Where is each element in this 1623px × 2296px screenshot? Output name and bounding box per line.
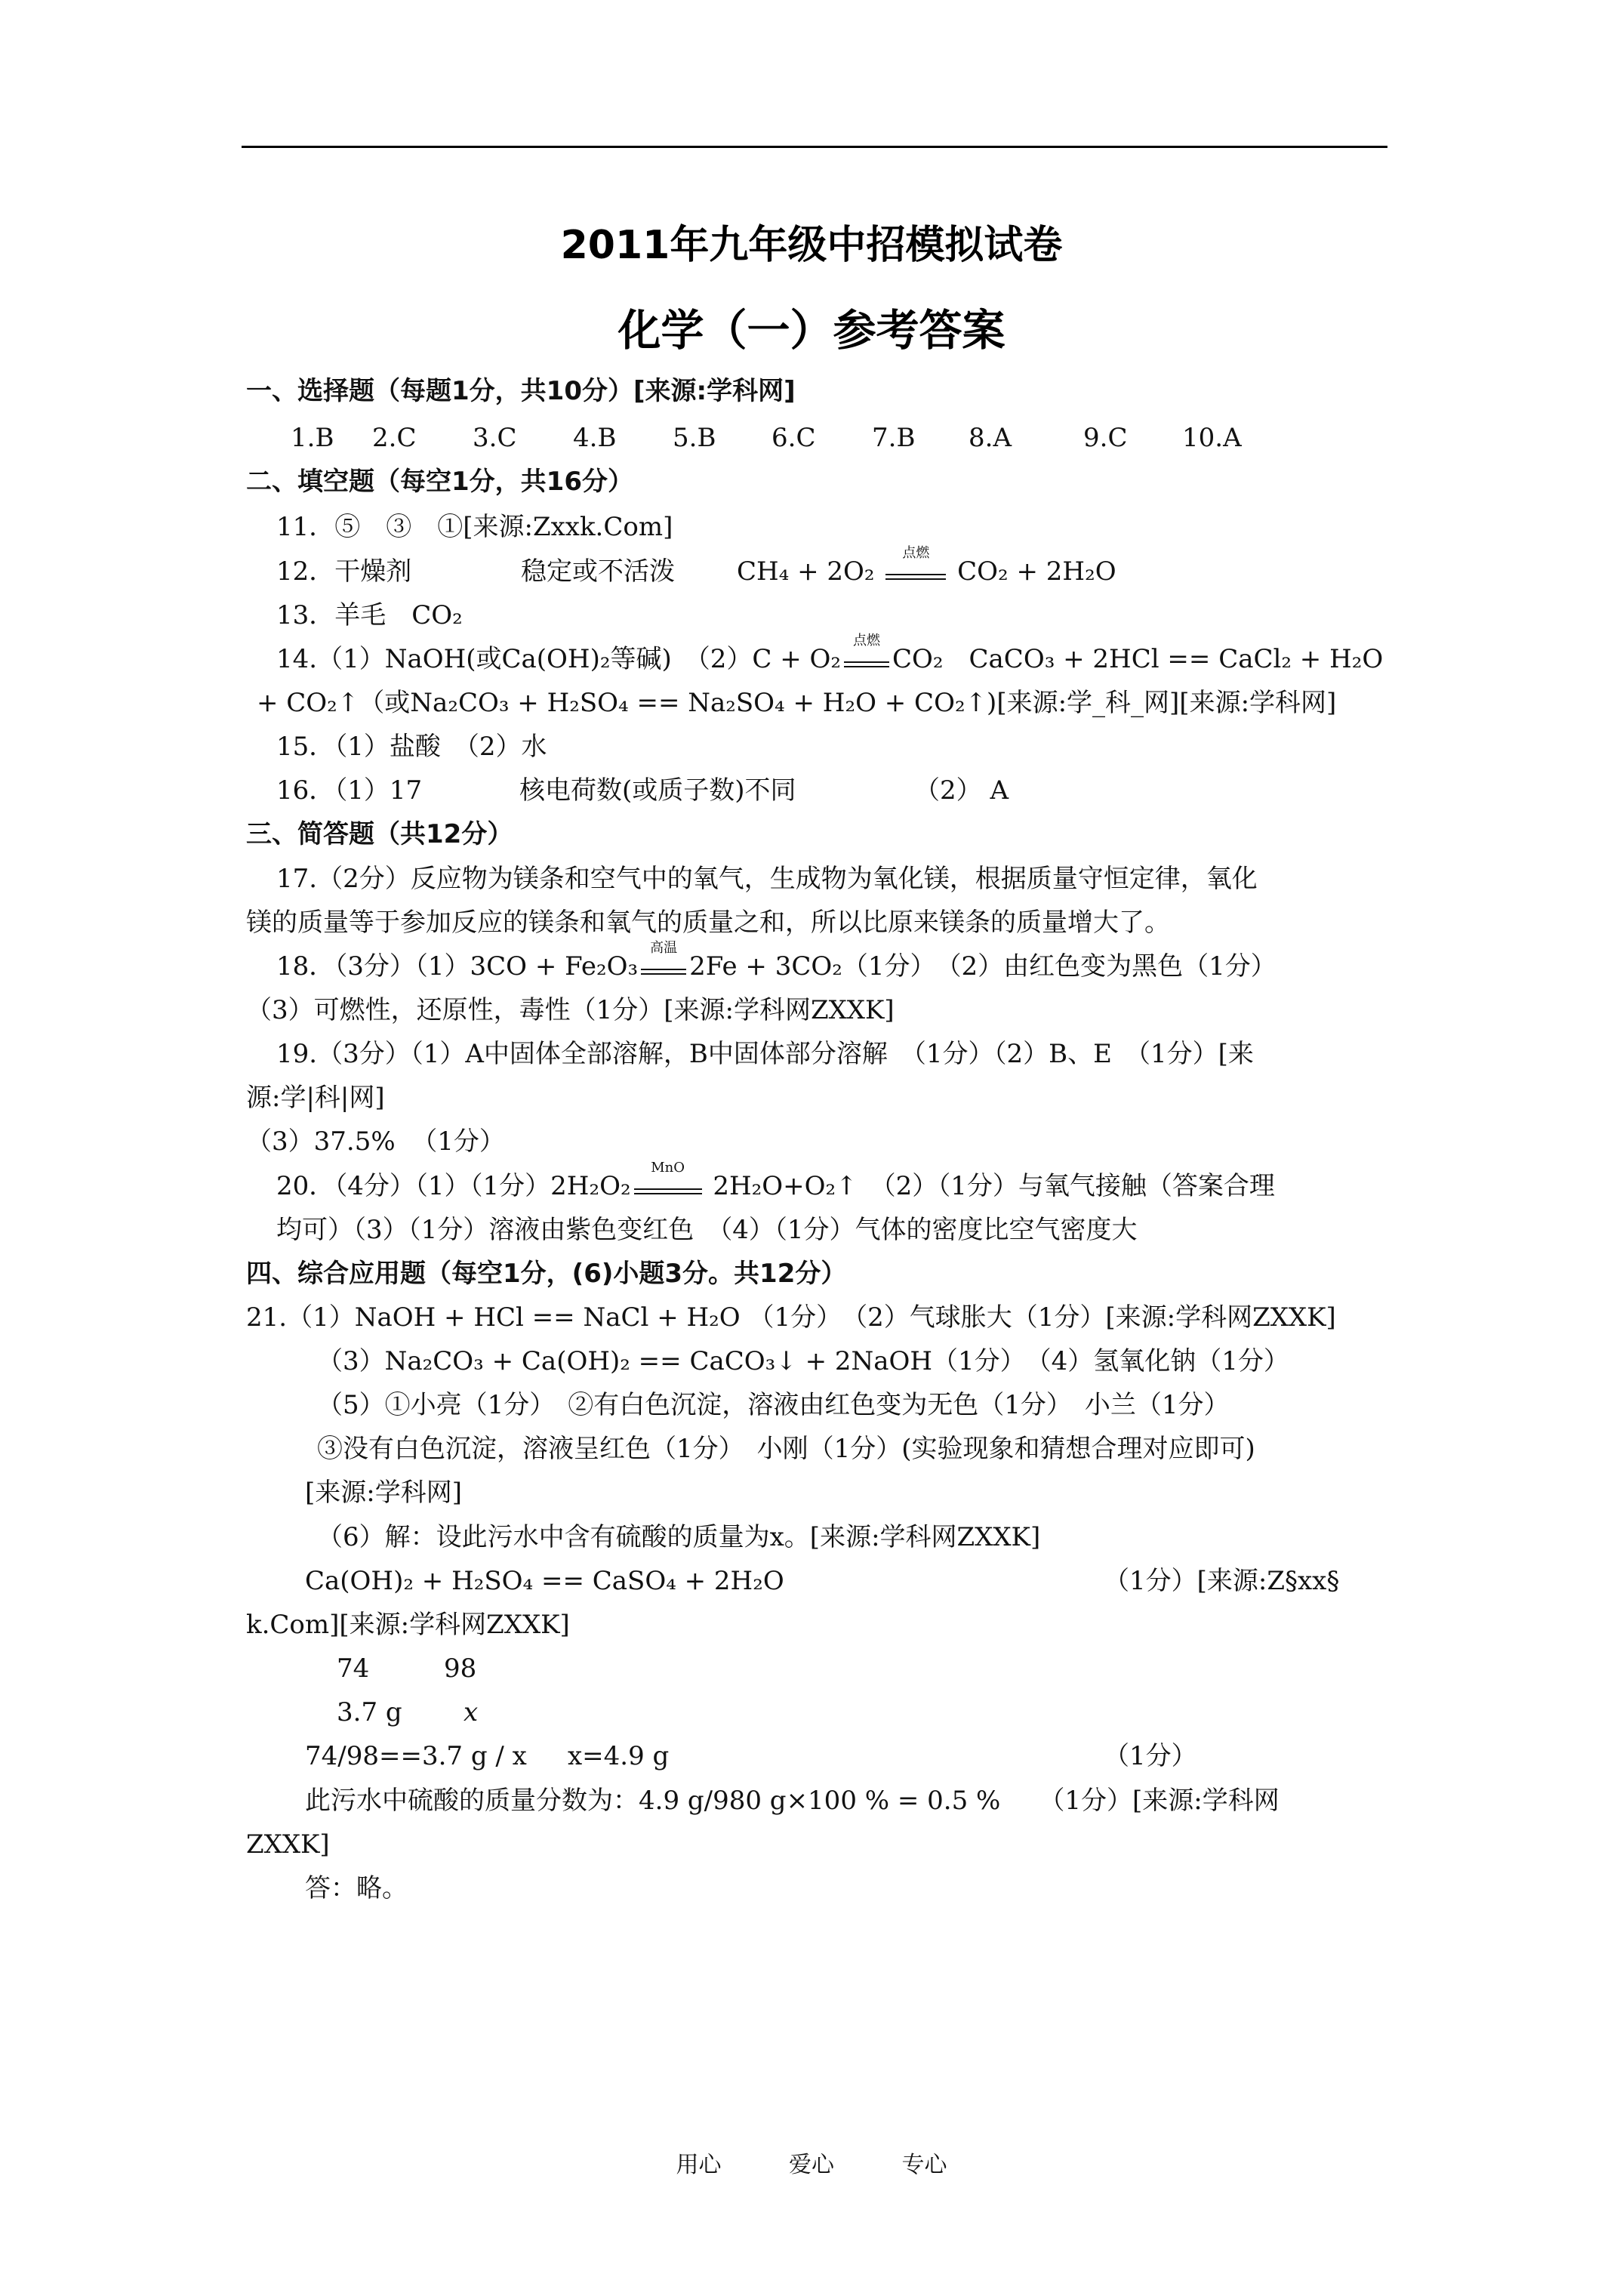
exam-subtitle: 化学（一）参考答案: [617, 306, 1006, 356]
q20-part-a: 20．（4分）（1）（1分）2H₂O₂: [276, 1171, 631, 1201]
section-heading-choice: 一、选择题（每题1分，共10分）[来源:学科网]: [246, 376, 796, 406]
choice-answer: 2.C: [372, 423, 417, 453]
equation-right: CO₂ + 2H₂O: [957, 556, 1116, 587]
page-footer: [0, 2146, 1623, 2179]
answer-q18-line2: （3）可燃性，还原性，毒性（1分）[来源:学科网ZXXK]: [246, 995, 895, 1025]
answer-q11: 11．⑤ ③ ①[来源:Zxxk.Com]: [276, 512, 673, 542]
choice-answer: 6.C: [771, 423, 816, 453]
answer-q21-line6: （6）解：设此污水中含有硫酸的质量为x。[来源:学科网ZXXK]: [317, 1522, 1041, 1552]
reaction-condition: [631, 1160, 705, 1194]
section-heading-short: 三、简答题（共12分）: [246, 819, 513, 849]
q18-part-a: 18．（3分）（1）3CO + Fe₂O₃: [276, 951, 639, 982]
condition-label: 点燃: [853, 633, 880, 649]
answer-q18-line1: [276, 940, 1277, 982]
answer-q14-line2: + CO₂↑（或Na₂CO₃ + H₂SO₄ == Na₂SO₄ + H₂O + CO₂↑)[来源:学_科_网][来源:学科网]: [257, 688, 1337, 718]
mass-caoh2: 3.7 g: [337, 1697, 402, 1727]
choice-answer: 9.C: [1083, 423, 1128, 453]
choice-answer: 5.B: [673, 423, 716, 453]
q14-part-b: CO₂ CaCO₃ + 2HCl == CaCl₂ + H₂O: [892, 644, 1384, 674]
answer-q21-line4: ③没有白色沉淀，溶液呈红色（1分） 小刚（1分）(实验现象和猜想合理对应即可): [317, 1434, 1255, 1464]
answer-q20-line2: 均可）（3）（1分）溶液由紫色变红色 （4）（1分）气体的密度比空气密度大: [276, 1215, 1138, 1245]
answer-q17-line1: 17.（2分）反应物为镁条和空气中的氧气，生成物为氧化镁，根据质量守恒定律，氧化: [276, 864, 1258, 894]
mass-h2so4-unknown: x: [463, 1697, 479, 1727]
equation-left: CH₄ + 2O₂: [737, 556, 875, 587]
answer-q19-line2: 源:学|科|网]: [246, 1083, 385, 1113]
section-heading-fill: 二、填空题（每空1分，共16分）: [246, 467, 633, 497]
answer-q12-a: 12．干燥剂: [276, 556, 412, 587]
answer-q21-equation-score: （1分）[来源:Z§xx§: [1104, 1566, 1340, 1596]
reaction-condition: [638, 940, 689, 975]
molar-mass-caoh2: 74: [337, 1653, 370, 1684]
answer-q12-equation: [737, 545, 1116, 587]
choice-answer: 7.B: [872, 423, 916, 453]
answer-q14-line1: [276, 633, 1384, 674]
answer-q15: 15．（1）盐酸 （2）水: [276, 732, 547, 762]
answer-q21-line8: k.Com][来源:学科网ZXXK]: [246, 1610, 570, 1640]
footer-text: 用心: [676, 2152, 722, 2178]
answer-q21-line2: （3）Na₂CO₃ + Ca(OH)₂ == CaCO₃↓ + 2NaOH（1分） （4）氢氧化钠（1分）: [317, 1346, 1289, 1376]
mass-fraction-line: 此污水中硫酸的质量分数为：4.9 g/980 g×100 % = 0.5 % （1分）[来源:学科网: [305, 1786, 1280, 1816]
molar-mass-h2so4: 98: [444, 1653, 477, 1684]
exam-title: 2011年九年级中招模拟试卷: [560, 223, 1063, 268]
mass-fraction-source: ZXXK]: [246, 1829, 330, 1860]
q18-part-b: 2Fe + 3CO₂（1分） （2）由红色变为黑色（1分）: [689, 951, 1277, 982]
answer-q19-line3: （3）37.5% （1分）: [246, 1126, 505, 1157]
answer-q20-line1: [276, 1160, 1275, 1201]
answer-q16-a: 16．（1）17: [276, 775, 423, 806]
choice-answer: 3.C: [473, 423, 517, 453]
answer-q21-line1: 21.（1）NaOH + HCl == NaCl + H₂O （1分） （2）气球胀大（1分）[来源:学科网ZXXK]: [246, 1302, 1336, 1333]
footer-text: 专心: [901, 2152, 947, 2178]
answer-q12-b: 稳定或不活泼: [521, 556, 675, 587]
choice-answer: 1.B: [291, 423, 334, 453]
reaction-condition: [882, 545, 949, 580]
choice-answer: 10.A: [1182, 423, 1242, 453]
condition-label: MnO: [651, 1160, 685, 1176]
header-rule: [242, 146, 1387, 148]
answer-q21-line3: （5）①小亮（1分） ②有白色沉淀，溶液由红色变为无色（1分） 小兰（1分）: [317, 1390, 1230, 1420]
answer-q16-b: 核电荷数(或质子数)不同: [519, 775, 796, 806]
answer-q21-equation: Ca(OH)₂ + H₂SO₄ == CaSO₄ + 2H₂O: [305, 1566, 784, 1596]
q14-part-a: 14.（1）NaOH(或Ca(OH)₂等碱) （2）C + O₂: [276, 644, 841, 674]
choice-answer: 8.A: [969, 423, 1012, 453]
answer-q21-line5: [来源:学科网]: [305, 1478, 462, 1508]
q20-part-b: 2H₂O+O₂↑ （2）（1分）与氧气接触（答案合理: [713, 1171, 1275, 1201]
solution-value: x=4.9 g: [568, 1741, 670, 1771]
section-heading-comprehensive: 四、综合应用题（每空1分，(6)小题3分。共12分）: [246, 1259, 847, 1289]
answer-q17-line2: 镁的质量等于参加反应的镁条和氧气的质量之和，所以比原来镁条的质量增大了。: [246, 908, 1170, 938]
answer-q13: 13．羊毛 CO₂: [276, 600, 463, 630]
answer-q19-line1: 19.（3分）（1）A中固体全部溶解，B中固体部分溶解 （1分）（2）B、E （1分）[来: [276, 1039, 1254, 1069]
proportion-equation: 74/98==3.7 g / x: [305, 1741, 527, 1771]
solution-score: （1分）: [1104, 1741, 1197, 1771]
condition-label: 点燃: [902, 545, 930, 561]
final-answer: 答：略。: [305, 1873, 408, 1903]
footer-text: 爱心: [789, 2152, 834, 2178]
choice-answer: 4.B: [573, 423, 617, 453]
reaction-condition: [841, 633, 892, 667]
answer-q16-c: （2） A: [914, 775, 1009, 806]
condition-label: 高温: [650, 940, 678, 956]
